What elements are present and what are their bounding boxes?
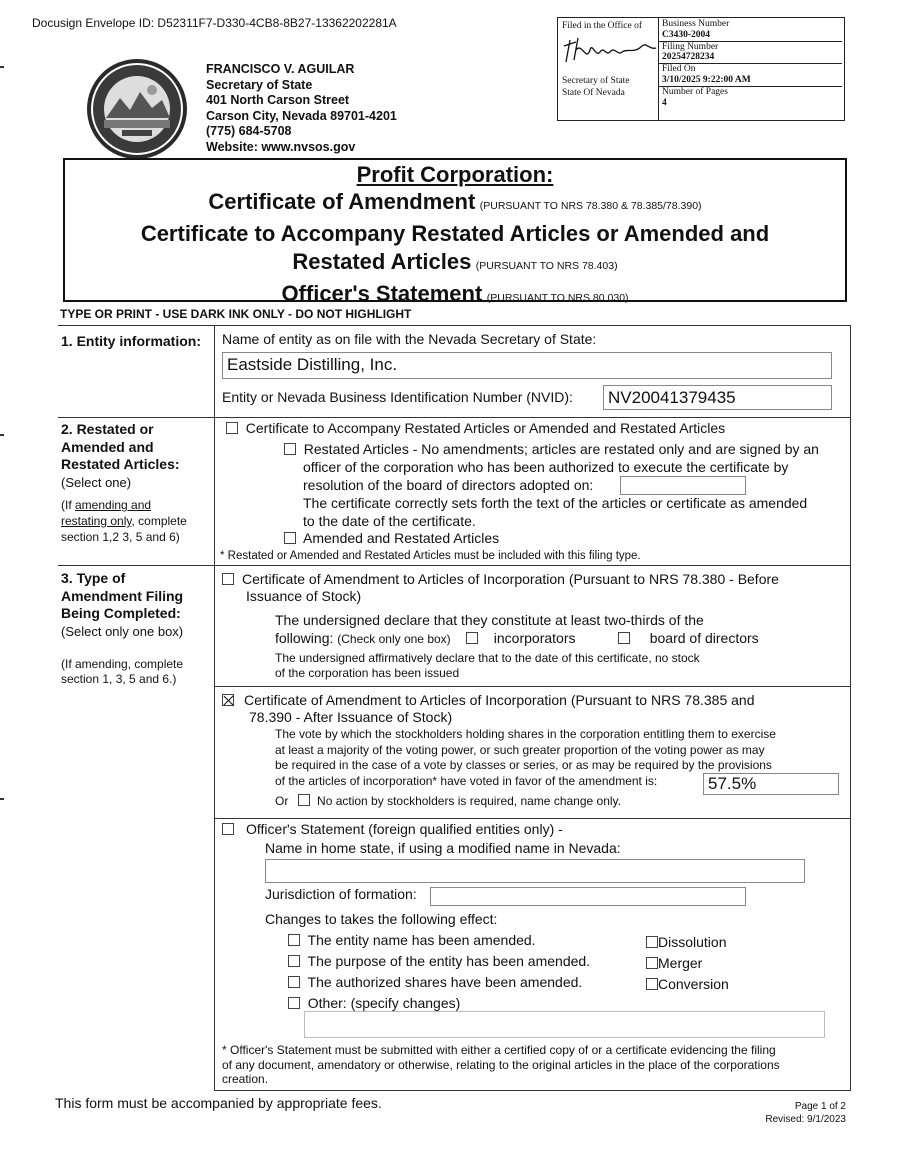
no-action-option <box>275 794 621 808</box>
office-line1: Secretary of State <box>562 76 630 86</box>
section1-label: 1. Entity information: <box>61 333 201 349</box>
no-action-label: No action by stockholders is required, name change only. <box>317 794 621 808</box>
vote-line2: at least a majority of the voting power, or such greater proportion of the voting power as may <box>275 742 765 757</box>
section2-bottom-line <box>58 565 850 566</box>
page-number: Page 1 of 2 <box>794 1101 846 1112</box>
board-checkbox[interactable] <box>618 632 630 644</box>
after-issuance-line2: 78.390 - After Issuance of Stock) <box>249 709 453 725</box>
change-types <box>646 932 729 995</box>
affirm-block <box>275 651 700 681</box>
vote-block <box>275 727 776 789</box>
after-issuance-checkbox[interactable] <box>222 694 234 706</box>
title-restated-articles: Restated Articles <box>292 249 472 274</box>
entity-name-label: Name of entity as on file with the Nevada Secretary of State: <box>222 331 597 347</box>
stamp-office <box>562 75 630 99</box>
before-issuance-line2: Issuance of Stock) <box>246 588 362 604</box>
nvid-label: Entity or Nevada Business Identification Number (NVID): <box>222 389 573 405</box>
restated-checkbox[interactable] <box>284 443 296 455</box>
vote-line4: of the articles of incorporation* have voted in favor of the amendment is: <box>275 773 658 788</box>
title-profit-corporation: Profit Corporation: <box>356 162 554 187</box>
merger-checkbox[interactable] <box>646 957 658 969</box>
officer-footnote-line2: of any document, amendatory or otherwise, relating to the original articles in the place of the corporations <box>222 1057 780 1072</box>
title-certificate-amendment: Certificate of Amendment <box>208 189 476 214</box>
section3-select-one: (Select only one box) <box>61 623 184 639</box>
secretary-header <box>206 62 397 155</box>
merger-label: Merger <box>658 955 703 971</box>
section2-label-line3: Restated Articles: <box>61 456 180 472</box>
officer-footnote-line3: creation. <box>222 1072 269 1086</box>
margin-mark <box>0 66 4 68</box>
other-changes-checkbox[interactable] <box>288 997 300 1009</box>
filed-on-label: Filed On <box>658 63 842 75</box>
or-label: Or <box>275 794 289 808</box>
filing-stamp <box>557 17 845 121</box>
jurisdiction-field[interactable] <box>430 887 746 906</box>
affirm-line1: The undersigned affirmatively declare that to the date of this certificate, no stock <box>275 651 700 665</box>
nevada-state-seal <box>86 58 188 160</box>
secretary-name: FRANCISCO V. AGUILAR <box>206 62 355 76</box>
officer-footnote-line1: * Officer's Statement must be submitted with either a certified copy of or a certificate evidencing the filing <box>222 1043 776 1057</box>
section3-label-line3: Being Completed: <box>61 605 181 621</box>
after-issuance-option <box>222 690 755 726</box>
purpose-amended-label: The purpose of the entity has been amended. <box>307 953 591 969</box>
purpose-amended-checkbox[interactable] <box>288 955 300 967</box>
section3-note-line2: section 1, 3, 5 and 6.) <box>61 672 177 686</box>
filed-on: 3/10/2025 9:22:00 AM <box>662 74 751 85</box>
section3-note <box>61 657 183 687</box>
envelope-id: Docusign Envelope ID: D52311F7-D330-4CB8-8B27-13362202281A <box>32 16 397 30</box>
amended-restated-option[interactable] <box>284 530 499 546</box>
declare-block <box>275 611 759 648</box>
section2-footnote: * Restated or Amended and Restated Articles must be included with this filing type. <box>220 550 641 562</box>
secretary-title: Secretary of State <box>206 77 313 92</box>
section2-note <box>61 497 187 545</box>
vote-line1: The vote by which the stockholders holding shares in the corporation entitling them to exercise <box>275 727 776 741</box>
vote-line3: be required in the case of a vote by classes or series, or as may be required by the provisions <box>275 758 772 772</box>
conversion-checkbox[interactable] <box>646 978 658 990</box>
stamp-details <box>662 19 842 108</box>
title-note-nrs-030: (PURSUANT TO NRS 80.030) <box>486 292 629 304</box>
dissolution-label: Dissolution <box>658 934 727 950</box>
subsection-divider <box>214 818 850 819</box>
business-number: C3430-2004 <box>662 29 711 40</box>
conversion-label: Conversion <box>658 976 729 992</box>
before-issuance-option <box>222 571 779 605</box>
restated-line1: Restated Articles - No amendments; articles are restated only and are signed by an <box>303 441 819 457</box>
affirm-line2: of the corporation has been issued <box>275 666 460 680</box>
section2-select-one: (Select one) <box>61 474 132 490</box>
name-amended-label: The entity name has been amended. <box>307 932 536 948</box>
business-number-label: Business Number <box>662 19 730 29</box>
board-label: board of directors <box>649 630 759 646</box>
board-resolution-date-field[interactable] <box>620 476 746 495</box>
changes-list <box>288 930 590 1014</box>
pages-label: Number of Pages <box>658 86 842 98</box>
title-line2 <box>65 188 845 220</box>
subsection-divider <box>214 686 850 687</box>
note-sections: section 1,2 3, 5 and 6) <box>61 530 180 544</box>
fees-notice: This form must be accompanied by appropriate fees. <box>55 1095 382 1111</box>
note-restating: restating only <box>61 514 132 528</box>
restated-line3: resolution of the board of directors adopted on: <box>303 477 594 493</box>
secretary-address1: 401 North Carson Street <box>206 93 350 107</box>
table-right-border <box>850 325 851 1091</box>
section2-label-line1: 2. Restated or <box>61 421 154 437</box>
incorporators-label: incorporators <box>493 630 576 646</box>
other-changes-field[interactable] <box>304 1011 825 1038</box>
shares-amended-checkbox[interactable] <box>288 976 300 988</box>
after-issuance-line1: Certificate of Amendment to Articles of Incorporation (Pursuant to NRS 78.385 and <box>244 692 755 708</box>
accompany-label: Certificate to Accompany Restated Articles or Amended and Restated Articles <box>245 420 726 436</box>
secretary-phone: (775) 684-5708 <box>206 124 292 138</box>
title-certificate-accompany: Certificate to Accompany Restated Articles or Amended and <box>140 221 770 246</box>
title-note-nrs-403: (PURSUANT TO NRS 78.403) <box>475 260 618 272</box>
vote-percentage-field[interactable]: 57.5% <box>703 773 839 795</box>
shares-amended-label: The authorized shares have been amended. <box>307 974 583 990</box>
section2-label <box>61 421 180 491</box>
section3-label-line1: 3. Type of <box>61 570 126 586</box>
ink-instructions: TYPE OR PRINT - USE DARK INK ONLY - DO NOT HIGHLIGHT <box>60 307 412 321</box>
section3-label-line2: Amendment Filing <box>61 587 184 604</box>
restated-line2: officer of the corporation who has been authorized to execute the certificate by <box>303 459 789 475</box>
margin-mark <box>0 434 4 436</box>
amended-restated-checkbox[interactable] <box>284 532 296 544</box>
restated-line4: The certificate correctly sets forth the text of the articles or certificate as amended <box>303 495 808 511</box>
option-accompany[interactable] <box>226 420 725 436</box>
title-line4 <box>65 248 845 280</box>
nvid-field[interactable]: NV20041379435 <box>603 385 832 410</box>
incorporators-checkbox[interactable] <box>466 632 478 644</box>
signature <box>562 32 658 70</box>
dissolution-checkbox[interactable] <box>646 936 658 948</box>
note-prefix: (If <box>61 498 75 512</box>
office-line2: State Of Nevada <box>562 88 625 98</box>
check-only-one: (Check only one box) <box>337 632 451 646</box>
officer-footnote <box>222 1043 780 1087</box>
revision-date: Revised: 9/1/2023 <box>765 1114 846 1125</box>
margin-mark <box>0 798 4 800</box>
section3-label <box>61 570 183 640</box>
section2-label-line2: Amended and <box>61 438 154 455</box>
title-officers-statement: Officer's Statement <box>281 281 483 306</box>
secretary-website: Website: www.nvsos.gov <box>206 139 356 154</box>
jurisdiction-label: Jurisdiction of formation: <box>265 886 417 902</box>
page-info <box>760 1100 846 1126</box>
other-changes-label: Other: (specify changes) <box>307 995 461 1011</box>
filing-number-label: Filing Number <box>658 41 842 53</box>
no-action-checkbox[interactable] <box>298 794 310 806</box>
officer-statement-label: Officer's Statement (foreign qualified entities only) - <box>246 821 563 837</box>
note-amending: amending and <box>75 498 152 512</box>
table-top-line <box>58 325 850 326</box>
title-box <box>63 158 847 306</box>
filed-in-label: Filed in the Office of <box>562 21 643 31</box>
declare-line1: The undersigned declare that they constitute at least two-thirds of the <box>275 612 704 628</box>
filing-number: 20254728234 <box>662 52 715 63</box>
restated-line5: to the date of the certificate. <box>303 513 476 529</box>
table-bottom-line <box>214 1090 850 1091</box>
title-note-nrs-380: (PURSUANT TO NRS 78.380 & 78.385/78.390) <box>479 200 702 212</box>
declare-line2: following: <box>275 630 338 646</box>
officer-statement-checkbox[interactable] <box>222 823 234 835</box>
before-issuance-line1: Certificate of Amendment to Articles of Incorporation (Pursuant to NRS 78.380 - Before <box>242 571 779 587</box>
secretary-address2: Carson City, Nevada 89701-4201 <box>206 108 397 123</box>
pages-count: 4 <box>662 97 667 108</box>
officer-statement-option <box>222 820 621 858</box>
note-complete: , complete <box>131 514 187 528</box>
home-name-label: Name in home state, if using a modified name in Nevada: <box>265 840 621 856</box>
section1-bottom-line <box>58 417 850 418</box>
name-amended-checkbox[interactable] <box>288 934 300 946</box>
table-column-divider <box>214 325 215 1091</box>
section3-note-line1: (If amending, complete <box>61 657 184 671</box>
before-issuance-checkbox[interactable] <box>222 573 234 585</box>
home-state-name-field[interactable] <box>265 859 805 883</box>
changes-label: Changes to takes the following effect: <box>265 911 498 927</box>
entity-name-field[interactable]: Eastside Distilling, Inc. <box>222 352 832 379</box>
amended-restated-label: Amended and Restated Articles <box>303 530 500 546</box>
accompany-checkbox[interactable] <box>226 422 238 434</box>
